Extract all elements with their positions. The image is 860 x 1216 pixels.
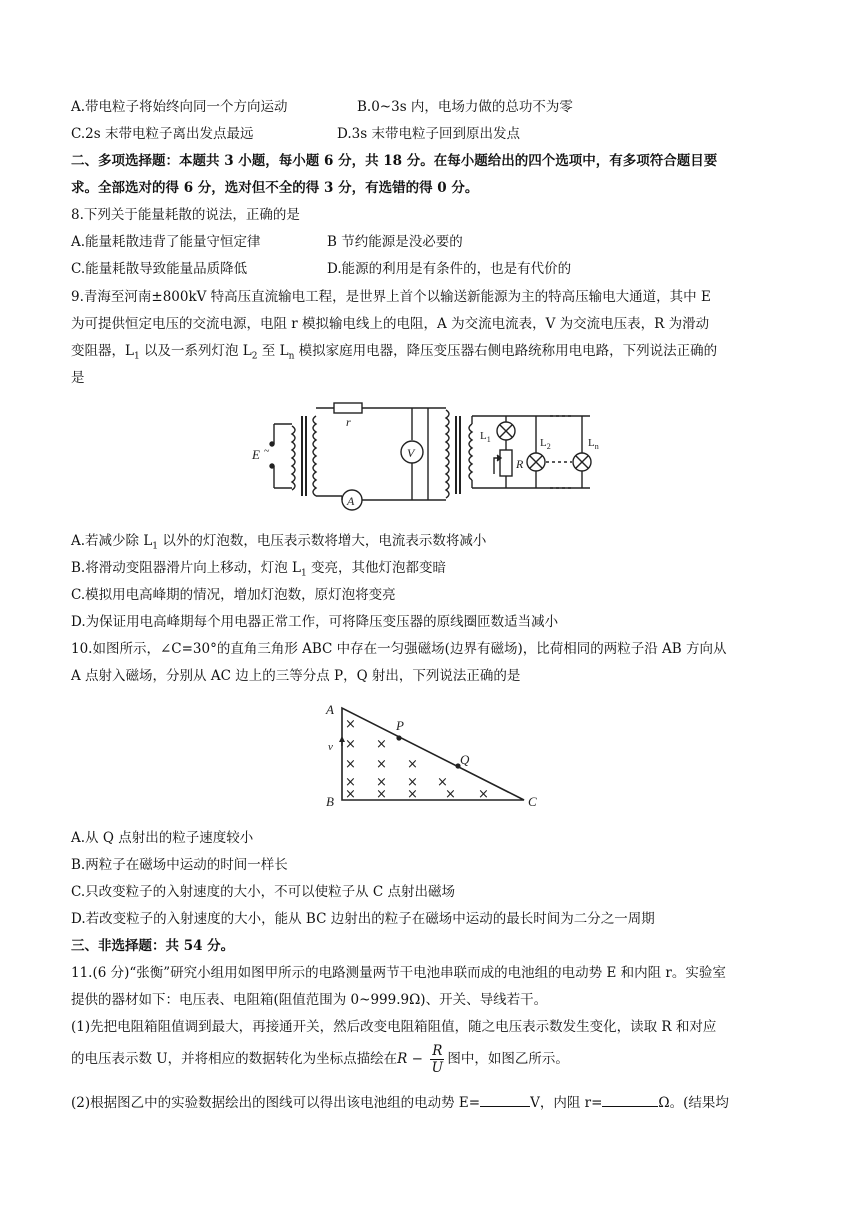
svg-text:×: ×: [345, 757, 356, 772]
label-A: A: [326, 702, 334, 717]
svg-text:×: ×: [376, 787, 387, 802]
q9-subscript: 1: [152, 541, 159, 552]
q9-subscript: 1: [300, 568, 307, 579]
q8-option-a: A.能量耗散违背了能量守恒定律: [71, 234, 261, 250]
label-L2: $L_2$: [540, 437, 551, 451]
label-A: A: [347, 494, 355, 508]
q7-option-d: D.3s 末带电粒子回到原出发点: [337, 126, 520, 142]
svg-text:×: ×: [478, 787, 489, 802]
q9-option-a-text: 以外的灯泡数，电压表示数将增大，电流表示数将减小: [158, 533, 487, 549]
q11-text: 的电压表示数 U，并将相应的数据转化为坐标点描绘在: [71, 1051, 398, 1067]
q10-option-a: A.从 Q 点射出的粒子速度较小: [71, 830, 254, 846]
q9-subscript: 1: [133, 351, 140, 362]
step-up-transformer: [274, 416, 316, 496]
svg-text:×: ×: [345, 717, 356, 732]
q11-text: Ω。(结果均: [658, 1095, 729, 1111]
q9-stem-line3: [71, 341, 800, 367]
point-P: [396, 735, 401, 740]
svg-text:×: ×: [437, 775, 448, 790]
q9-option-d: D.为保证用电高峰期每个用电器正常工作，可将降压变压器的原线圈匝数适当减小: [71, 614, 559, 630]
q10-stem-line1: 10.如图所示，∠C=30°的直角三角形 ABC 中存在一匀强磁场(边界有磁场)，比荷相同的两粒子沿 AB 方向从: [71, 641, 727, 657]
q9-circuit-diagram: [250, 396, 615, 516]
svg-text:×: ×: [376, 757, 387, 772]
q11-part1-line1: (1)先把电阻箱阻值调到最大，再接通开关，然后改变电阻箱阻值，随之电压表示数发生变化，读取 R 和对应: [71, 1019, 717, 1035]
q11-part2-line1: [71, 1092, 800, 1113]
q9-text: 以及一系列灯泡 L: [139, 343, 252, 359]
section3-heading: 三、非选择题：共 54 分。: [71, 938, 235, 954]
q11-var-R: R: [397, 1051, 408, 1067]
step-down-transformer: [446, 410, 472, 498]
label-r: r: [346, 415, 351, 429]
fraction-denominator: U: [431, 1060, 444, 1076]
section2-heading-line1: 二、多项选择题：本题共 3 小题，每小题 6 分，共 18 分。在每小题给出的四个选项中，有多项符合题目要: [71, 153, 718, 169]
q9-text: 模拟家庭用电器，降压变压器右侧电路统称用电电路，下列说法正确的: [294, 343, 718, 359]
q8-options-row1: [71, 232, 800, 252]
q9-subscript: 2: [251, 351, 258, 362]
q10-triangle-field-diagram: [318, 698, 546, 810]
q9-option-a: [71, 531, 800, 557]
line-resistor-r: [334, 403, 362, 413]
svg-text:×: ×: [345, 737, 356, 752]
q11-stem-line2: 提供的器材如下：电压表、电阻箱(阻值范围为 0~999.9Ω)、开关、导线若干。: [71, 992, 548, 1008]
q11-text: (2)根据图乙中的实验数据绘出的图线可以得出该电池组的电动势 E=: [71, 1095, 481, 1111]
q8-options-row2: [71, 259, 800, 279]
q8-option-c: C.能量耗散导致能量品质降低: [71, 261, 248, 277]
svg-text:×: ×: [407, 775, 418, 790]
svg-text:×: ×: [345, 787, 356, 802]
q9-option-b-text: B.将滑动变阻器滑片向上移动，灯泡 L: [71, 560, 301, 576]
q11-text: 图中，如图乙所示。: [447, 1051, 569, 1067]
label-L1: $L_1$: [480, 430, 491, 444]
triangle-ABC: [342, 708, 524, 800]
svg-text:×: ×: [376, 737, 387, 752]
answer-blank-E[interactable]: [480, 1092, 530, 1107]
q11-fraction-R-over-U: [430, 1043, 444, 1076]
q7-options-row1: [71, 97, 800, 117]
q9-stem-line4: 是: [71, 370, 85, 386]
q9-stem-line2: 为可提供恒定电压的交流电源，电阻 r 模拟输电线上的电阻，A 为交流电流表，V 为交流电压表，R 为滑动: [71, 316, 710, 332]
q11-minus: −: [407, 1051, 428, 1067]
q8-option-d: D.能源的利用是有条件的，也是有代价的: [327, 261, 572, 277]
label-C: C: [528, 794, 537, 809]
q7-option-a: A.带电粒子将始终向同一个方向运动: [71, 99, 288, 115]
q7-option-b: B.0~3s 内，电场力做的总功不为零: [357, 99, 573, 115]
svg-text:×: ×: [407, 787, 418, 802]
label-Ln: $L_n$: [588, 437, 599, 451]
q9-subscript: n: [288, 351, 295, 362]
q7-option-c: C.2s 末带电粒子离出发点最远: [71, 126, 254, 142]
q9-option-b: [71, 558, 800, 584]
q10-option-c: C.只改变粒子的入射速度的大小，不可以使粒子从 C 点射出磁场: [71, 884, 456, 900]
svg-text:×: ×: [445, 787, 456, 802]
q7-options-row2: [71, 124, 800, 144]
label-E: E: [252, 447, 260, 462]
svg-text:×: ×: [407, 757, 418, 772]
ac-symbol: ~: [264, 446, 270, 457]
q9-text: 至 L: [257, 343, 289, 359]
q9-option-b-text: 变亮，其他灯泡都变暗: [306, 560, 446, 576]
q11-text: V，内阻 r=: [530, 1095, 603, 1111]
label-V: V: [407, 446, 415, 460]
label-B: B: [326, 794, 334, 809]
q11-part1-line2: [71, 1042, 800, 1078]
fraction-numerator: R: [432, 1043, 443, 1059]
q9-option-c: C.模拟用电高峰期的情况，增加灯泡数，原灯泡将变亮: [71, 587, 396, 603]
section2-heading-line2: 求。全部选对的得 6 分，选对但不全的得 3 分，有选错的得 0 分。: [71, 180, 479, 196]
q9-option-a-text: A.若减少除 L: [71, 533, 153, 549]
svg-text:×: ×: [376, 775, 387, 790]
q9-stem-line1: 9.青海至河南±800kV 特高压直流输电工程，是世界上首个以输送新能源为主的特高压输电大通道，其中 E: [71, 289, 711, 305]
label-Q: Q: [460, 752, 470, 767]
q10-stem-line2: A 点射入磁场，分别从 AC 边上的三等分点 P，Q 射出，下列说法正确的是: [71, 668, 521, 684]
label-P: P: [396, 718, 404, 733]
q8-option-b: B 节约能源是没必要的: [327, 234, 463, 250]
label-v: v: [328, 741, 333, 753]
rheostat-R: [500, 450, 512, 476]
q10-option-b: B.两粒子在磁场中运动的时间一样长: [71, 857, 288, 873]
svg-text:×: ×: [345, 775, 356, 790]
answer-blank-r[interactable]: [602, 1092, 658, 1107]
q11-stem-line1: 11.(6 分)“张衡”研究小组用如图甲所示的电路测量两节干电池串联而成的电池组的电动势 E 和内阻 r。实验室: [71, 965, 726, 981]
q9-text: 变阻器，L: [71, 343, 134, 359]
label-R: R: [516, 457, 524, 471]
q10-option-d: D.若改变粒子的入射速度的大小，能从 BC 边射出的粒子在磁场中运动的最长时间为二分之一周期: [71, 911, 655, 927]
q8-stem: 8.下列关于能量耗散的说法，正确的是: [71, 207, 300, 223]
